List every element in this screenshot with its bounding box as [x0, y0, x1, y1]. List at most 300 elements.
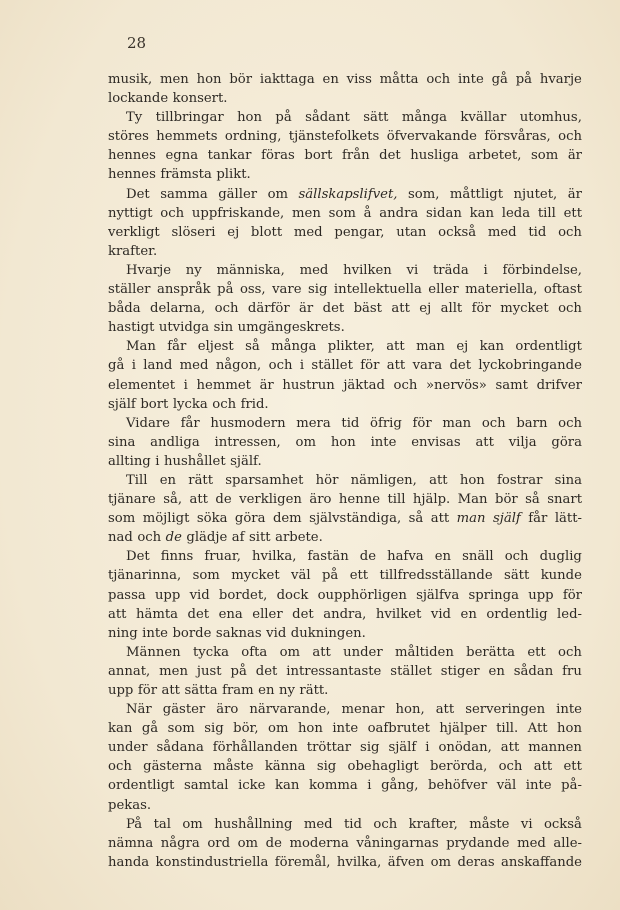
word: äfven: [387, 854, 425, 870]
word: eller: [428, 282, 459, 298]
word: väl: [496, 778, 517, 794]
text-line: [108, 89, 582, 108]
word: bör: [229, 72, 253, 87]
word: plikter,: [327, 339, 375, 355]
text-line: [108, 605, 582, 624]
word: och: [504, 549, 529, 565]
word: tid: [341, 415, 360, 431]
word: och: [268, 358, 293, 374]
text-line: [108, 70, 582, 89]
word: arbete.: [275, 530, 323, 546]
text-line: [108, 815, 582, 834]
word: ordentligt: [108, 778, 175, 794]
text-line: [108, 719, 582, 738]
word: vara: [412, 358, 443, 374]
word: stället: [390, 663, 432, 679]
word: hon: [297, 721, 323, 737]
word: måste: [213, 759, 254, 775]
word: blott: [250, 224, 283, 240]
word: bordet,: [218, 587, 268, 603]
word: sådant: [305, 110, 350, 126]
word: en: [488, 663, 505, 679]
word: egna: [165, 148, 199, 164]
text-line: [108, 242, 582, 261]
word: en: [434, 549, 452, 565]
word: och: [481, 415, 506, 431]
word: utan: [396, 224, 427, 240]
word: äro: [309, 492, 332, 508]
text-line: [108, 509, 582, 528]
word: viss: [346, 72, 372, 87]
text-line: [108, 356, 582, 375]
text-line: [108, 586, 582, 605]
word: själfva: [416, 587, 460, 603]
word: vid: [430, 606, 452, 622]
word: att: [475, 434, 494, 450]
word: sidan: [426, 205, 462, 221]
word: i: [183, 377, 188, 393]
text-line: [108, 376, 582, 395]
word: på: [275, 110, 292, 126]
word: samma: [160, 186, 208, 202]
word: vid: [266, 625, 287, 641]
word: och: [212, 396, 237, 412]
text-line: [108, 643, 582, 662]
word: anskaffande: [501, 854, 582, 870]
word: inte: [332, 721, 359, 737]
text-line: [108, 490, 582, 509]
word: elementet: [108, 377, 176, 393]
word: ett: [563, 759, 582, 775]
word: som: [192, 568, 220, 584]
word: inte: [142, 625, 168, 641]
word: dock: [276, 587, 309, 603]
word: oafbrutet: [367, 721, 430, 737]
word: för: [562, 587, 582, 603]
word: i: [483, 262, 488, 278]
word: allting: [108, 453, 151, 469]
word: lockande: [108, 91, 169, 107]
word: oftast: [543, 282, 582, 298]
word: om: [267, 186, 289, 202]
word: självständiga,: [309, 511, 402, 527]
word: med: [293, 224, 323, 240]
word: träda: [432, 262, 469, 278]
word: delarna,: [150, 301, 206, 317]
word: på: [515, 72, 533, 87]
word: fram: [222, 683, 254, 698]
word: sina: [554, 472, 582, 488]
word: berätta: [466, 644, 516, 660]
word: upp: [108, 683, 134, 698]
word: passa: [108, 587, 146, 603]
word: ofta: [241, 644, 268, 660]
word: iakttaga: [259, 72, 315, 87]
word: eljest: [197, 339, 234, 355]
word: vi: [520, 816, 533, 832]
word: nämna: [108, 835, 154, 851]
word: mera: [296, 415, 331, 431]
word: handa: [108, 854, 150, 870]
word: i: [425, 740, 430, 756]
word: sparsamhet: [225, 472, 304, 488]
word: hör: [315, 472, 339, 488]
word: lyckobringande: [478, 358, 582, 374]
word: från: [342, 148, 370, 164]
word: rätt.: [299, 683, 329, 698]
word: en: [258, 683, 275, 698]
word: under: [108, 740, 148, 756]
word: våningarnas: [356, 835, 439, 851]
word: finns: [160, 549, 194, 565]
word: förbindelse,: [502, 262, 582, 278]
word: göra: [551, 434, 582, 450]
word: för: [412, 415, 432, 431]
word: att: [189, 492, 208, 508]
word: gäster: [162, 702, 206, 718]
word: måttligt: [449, 186, 504, 202]
word: med: [517, 835, 546, 851]
word: ny: [185, 262, 202, 278]
word: hemmets: [156, 129, 218, 145]
word: att: [108, 606, 127, 622]
word: att: [386, 358, 406, 374]
word: och: [558, 644, 582, 660]
word: ett: [563, 205, 582, 221]
word: kan: [275, 778, 300, 794]
word: musik,: [108, 72, 153, 87]
word: och: [558, 129, 582, 145]
word: kunde: [540, 568, 582, 584]
word: hvilken: [343, 262, 392, 278]
word: många: [401, 110, 448, 126]
word: som: [108, 511, 136, 527]
word: samtal: [184, 778, 229, 794]
word: därför: [247, 301, 290, 317]
word: andra: [379, 205, 419, 221]
word: utomhus,: [519, 110, 582, 126]
word: ny: [278, 683, 295, 698]
word: hvilka,: [252, 549, 297, 565]
word: ej: [227, 224, 240, 240]
word: om: [182, 816, 203, 832]
word: föras: [261, 148, 295, 164]
word: försvåras,: [484, 129, 551, 145]
word: de: [265, 835, 282, 851]
word: hushållning: [214, 816, 293, 832]
word: På: [126, 816, 143, 832]
word: intressen,: [214, 434, 281, 450]
word: upp: [528, 587, 554, 603]
word: led-: [557, 606, 582, 622]
word: måltiden: [394, 644, 454, 660]
word: för: [471, 301, 491, 317]
word: i: [299, 358, 305, 374]
word: och: [498, 759, 523, 775]
text-line: [108, 318, 582, 337]
word: på: [230, 663, 247, 679]
word: ena: [218, 606, 243, 622]
word: med: [303, 816, 333, 832]
word: krafter.: [108, 243, 158, 259]
word: umgängeskrets.: [237, 320, 345, 336]
word: inte: [457, 72, 484, 87]
text-line: [108, 299, 582, 318]
word: Ty: [126, 110, 143, 126]
word: »nervös»: [425, 377, 487, 393]
page-number: 28: [127, 34, 147, 52]
word: med: [179, 358, 209, 374]
word: man: [442, 415, 472, 431]
word: någon,: [215, 358, 262, 374]
word: Man: [126, 339, 156, 355]
word: för: [137, 683, 158, 698]
word: behöfver: [428, 778, 488, 794]
word: tjänare: [108, 492, 156, 508]
word: tal: [153, 816, 171, 832]
word: hvarje: [539, 72, 582, 87]
text-line: [108, 834, 582, 853]
word: slöseri: [171, 224, 216, 240]
word: sällskapslifvet,: [298, 186, 398, 202]
word: bör: [495, 492, 518, 508]
word: hon,: [395, 702, 425, 718]
word: många: [271, 339, 317, 355]
word: hon: [196, 72, 222, 87]
word: obehagligt: [347, 759, 419, 775]
word: det: [292, 606, 314, 622]
word: vare: [272, 282, 302, 298]
word: Man: [457, 492, 488, 508]
word: envisas: [411, 434, 461, 450]
word: snart: [547, 492, 582, 508]
text-line: [108, 108, 582, 127]
word: menar: [341, 702, 385, 718]
word: springa: [468, 587, 519, 603]
word: som: [328, 205, 356, 221]
word: så: [525, 492, 540, 508]
word: inte: [556, 702, 582, 718]
word: en: [159, 472, 177, 488]
word: i: [131, 358, 136, 374]
word: de: [215, 492, 232, 508]
word: just: [196, 663, 222, 679]
text-line: [108, 624, 582, 643]
word: fastän: [307, 549, 349, 565]
word: Männen: [126, 644, 181, 660]
word: fru: [562, 663, 582, 679]
word: eller: [252, 606, 283, 622]
word: känna: [264, 759, 306, 775]
word: i: [155, 453, 160, 469]
word: sätt: [504, 568, 530, 584]
word: det: [322, 301, 345, 317]
word: hon: [557, 721, 582, 737]
word: plikt.: [216, 167, 251, 183]
word: det: [187, 606, 210, 622]
word: anspråk: [156, 282, 211, 298]
text-line: [108, 662, 582, 681]
word: ning: [108, 625, 138, 641]
word: kvällar: [460, 110, 507, 126]
word: inte: [525, 778, 552, 794]
word: tillbringar: [155, 110, 224, 126]
word: om: [268, 721, 289, 737]
text-line: [108, 433, 582, 452]
word: tröttar: [306, 740, 352, 756]
word: gå: [108, 358, 125, 374]
word: pekas.: [108, 797, 152, 813]
word: ej: [419, 301, 432, 317]
word: så,: [163, 492, 183, 508]
word: gästerna: [143, 759, 202, 775]
word: sig: [204, 721, 224, 737]
word: störes: [108, 129, 149, 145]
word: sådana: [156, 740, 204, 756]
word: stiger: [440, 663, 480, 679]
text-line: [108, 681, 582, 700]
word: man: [416, 339, 445, 355]
word: komma: [308, 778, 358, 794]
word: förhållanden: [212, 740, 298, 756]
word: leda: [501, 205, 531, 221]
text-line: [108, 261, 582, 280]
word: bäst: [353, 301, 382, 317]
word: att: [435, 702, 455, 718]
word: alle-: [553, 835, 582, 851]
word: på: [321, 568, 339, 584]
word: det: [449, 358, 472, 374]
word: tillfredsställande: [379, 568, 493, 584]
word: utvidga: [158, 320, 210, 336]
word: och: [108, 759, 132, 775]
word: hemmet: [196, 377, 251, 393]
text-line: [108, 738, 582, 757]
word: vilja: [508, 434, 537, 450]
word: äro: [216, 702, 239, 718]
word: så: [408, 511, 424, 527]
word: borde: [172, 625, 212, 641]
word: land: [143, 358, 173, 374]
word: till: [387, 492, 406, 508]
word: att: [533, 759, 553, 775]
word: sin: [213, 320, 234, 336]
word: oupphörligen: [317, 587, 407, 603]
word: deras: [457, 854, 495, 870]
word: ordentligt: [515, 339, 582, 355]
word: kan: [108, 721, 133, 737]
word: och: [558, 415, 582, 431]
word: husmodern: [210, 415, 286, 431]
word: verkligen: [239, 492, 302, 508]
word: till: [537, 205, 556, 221]
word: mannen: [528, 740, 582, 756]
word: göra: [234, 511, 266, 527]
word: och: [426, 72, 451, 87]
text-line: [108, 223, 582, 242]
word: de: [165, 530, 182, 546]
word: en: [460, 606, 477, 622]
word: upp: [154, 587, 181, 603]
word: gäller: [218, 186, 258, 202]
word: sig: [307, 282, 328, 298]
word: allt: [440, 301, 463, 317]
word: pengar,: [334, 224, 385, 240]
word: och: [214, 301, 239, 317]
word: öfvervakande: [386, 129, 477, 145]
word: fostrar: [497, 472, 543, 488]
word: andra,: [323, 606, 367, 622]
word: man: [456, 511, 486, 527]
text-line: [108, 185, 582, 204]
word: samt: [495, 377, 528, 393]
word: uppfriskande,: [191, 205, 285, 221]
word: måtta: [379, 72, 419, 87]
word: å: [363, 205, 372, 221]
word: på: [217, 282, 234, 298]
word: hvilket: [375, 606, 422, 622]
word: hennes: [108, 148, 156, 164]
word: själf: [388, 740, 417, 756]
word: ordning,: [224, 129, 282, 145]
word: lätt-: [554, 511, 582, 527]
word: mycket: [500, 301, 549, 317]
word: sådan: [513, 663, 554, 679]
text-line: [108, 452, 582, 471]
word: och: [558, 301, 582, 317]
word: sätt: [363, 110, 389, 126]
word: ej: [456, 339, 469, 355]
word: så: [245, 339, 260, 355]
word: Det: [126, 549, 150, 565]
word: men: [159, 663, 188, 679]
text-line: [108, 127, 582, 146]
word: ordentlig: [486, 606, 548, 622]
word: onödan,: [438, 740, 492, 756]
word: om: [295, 434, 316, 450]
word: icke: [238, 778, 266, 794]
word: själf: [108, 396, 136, 412]
word: lycka: [172, 396, 208, 412]
text-line: [108, 757, 582, 776]
word: sig: [360, 740, 380, 756]
word: materiella,: [465, 282, 538, 298]
word: också: [543, 816, 582, 832]
body-text: [108, 70, 582, 872]
word: Till: [126, 472, 148, 488]
word: ett: [349, 568, 369, 584]
word: men: [292, 205, 321, 221]
word: de: [359, 549, 377, 565]
word: annat,: [108, 663, 151, 679]
word: i: [367, 778, 372, 794]
word: tid: [344, 816, 362, 832]
word: med: [299, 262, 329, 278]
word: hushållet: [163, 453, 226, 469]
word: nad: [108, 530, 133, 546]
text-line: [108, 547, 582, 566]
word: bör,: [233, 721, 259, 737]
word: nyttigt: [108, 205, 153, 221]
word: moderna: [289, 835, 349, 851]
word: Det: [126, 186, 150, 202]
word: ord: [207, 835, 231, 851]
word: sitt: [249, 530, 271, 546]
word: verkligt: [108, 224, 160, 240]
word: hennes: [108, 167, 156, 183]
word: hjälp.: [412, 492, 451, 508]
word: och: [393, 377, 418, 393]
